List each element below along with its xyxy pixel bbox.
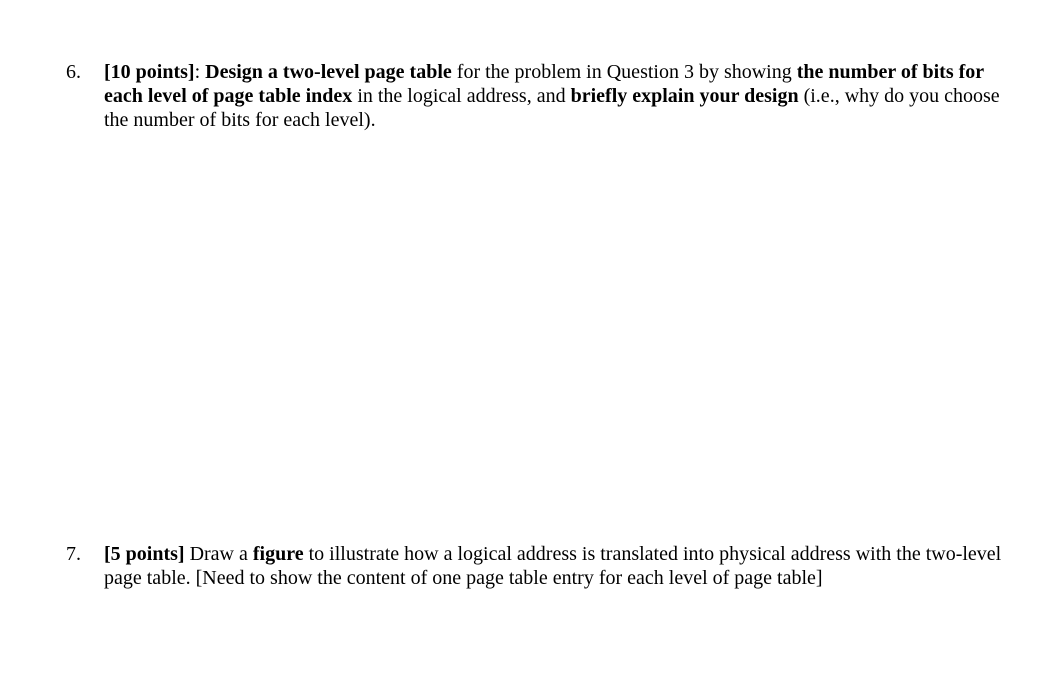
question-number: 6. xyxy=(66,61,81,83)
emphasis-explain: briefly explain your design xyxy=(570,85,799,107)
answer-space-6[interactable] xyxy=(104,140,1004,530)
points-label: [10 points] xyxy=(104,61,195,83)
answer-space-7[interactable] xyxy=(104,600,1004,670)
emphasis-design: Design a two-level page table xyxy=(205,61,452,83)
points-label: [5 points] xyxy=(104,543,185,565)
question-text: [10 points]: Design a two-level page table for the problem in Question 3 by showing the number of bits for each level of page table index in the logical address, and briefly explain your design (i.e., why do you choose the number of bits for each level). xyxy=(104,61,1000,131)
question-text: [5 points] Draw a figure to illustrate how a logical address is translated into physical address with the two-level page table. [Need to show the content of one page table entry for each level of page table] xyxy=(104,543,1002,589)
emphasis-bits: the number of bits for each level of page table index xyxy=(104,61,984,107)
emphasis-figure: figure xyxy=(252,543,304,565)
question-number: 7. xyxy=(66,543,81,565)
